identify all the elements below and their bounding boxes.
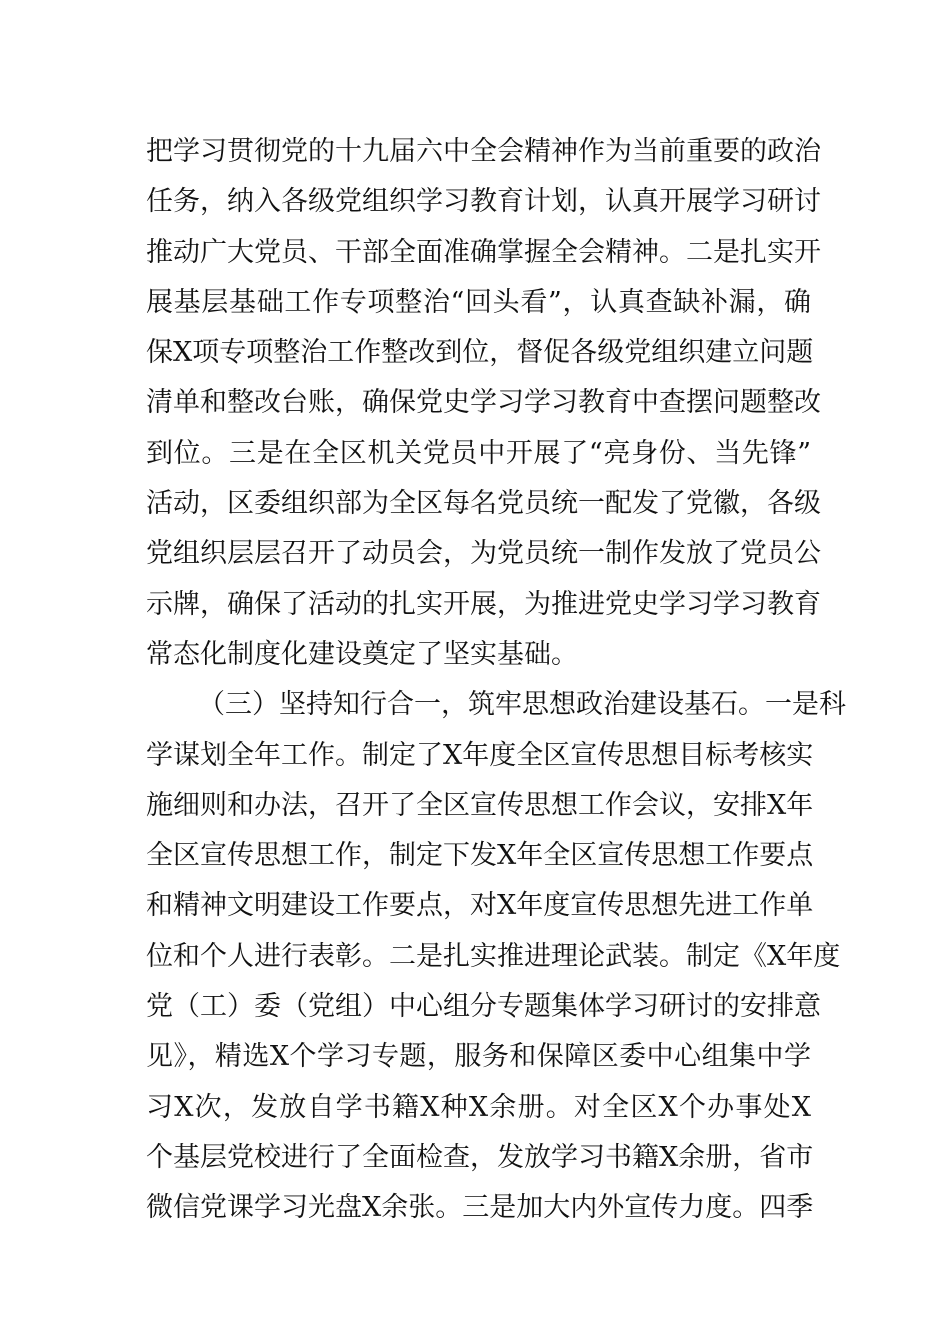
text-line: 微信党课学习光盘X余张。三是加大内外宣传力度。四季 [146, 1192, 814, 1224]
text-line: 学谋划全年工作。制定了X年度全区宣传思想目标考核实 [146, 739, 814, 771]
text-line: 个基层党校进行了全面检查，发放学习书籍X余册，省市 [146, 1141, 814, 1173]
text-line: 党（工）委（党组）中心组分专题集体学习研讨的安排意 [146, 991, 821, 1023]
text-line: 施细则和办法，召开了全区宣传思想工作会议，安排X年 [146, 789, 814, 821]
text-line: （三）坚持知行合一，筑牢思想政治建设基石。一是科 [198, 689, 846, 721]
document-body [146, 127, 846, 1234]
text-line: 位和个人进行表彰。二是扎实推进理论武装。制定《X年度 [146, 940, 841, 972]
text-line: 任务，纳入各级党组织学习教育计划，认真开展学习研讨 [146, 186, 821, 218]
text-line: 展基层基础工作专项整治“回头看”，认真查缺补漏，确 [146, 286, 811, 318]
text-line: 和精神文明建设工作要点，对X年度宣传思想先进工作单 [146, 890, 814, 922]
text-line: 示牌，确保了活动的扎实开展，为推进党史学习学习教育 [146, 588, 821, 620]
paragraph-2 [146, 680, 846, 1233]
text-line: 活动，区委组织部为全区每名党员统一配发了党徽，各级 [146, 488, 821, 520]
text-line: 常态化制度化建设奠定了坚实基础。 [146, 638, 578, 670]
text-line: 见》，精选X个学习专题，服务和保障区委中心组集中学 [146, 1041, 811, 1073]
text-line: 清单和整改台账，确保党史学习学习教育中查摆问题整改 [146, 387, 821, 419]
text-line: 推动广大党员、干部全面准确掌握全会精神。二是扎实开 [146, 236, 821, 268]
text-line: 把学习贯彻党的十九届六中全会精神作为当前重要的政治 [146, 136, 821, 167]
paragraph-1 [146, 127, 821, 680]
text-line: 保X项专项整治工作整改到位，督促各级党组织建立问题 [146, 337, 814, 369]
text-line: 习X次，发放自学书籍X种X余册。对全区X个办事处X [146, 1091, 811, 1123]
text-line: 党组织层层召开了动员会，为党员统一制作发放了党员公 [146, 538, 821, 570]
text-line: 到位。三是在全区机关党员中开展了“亮身份、当先锋” [146, 437, 811, 469]
text-line: 全区宣传思想工作，制定下发X年全区宣传思想工作要点 [146, 840, 814, 872]
